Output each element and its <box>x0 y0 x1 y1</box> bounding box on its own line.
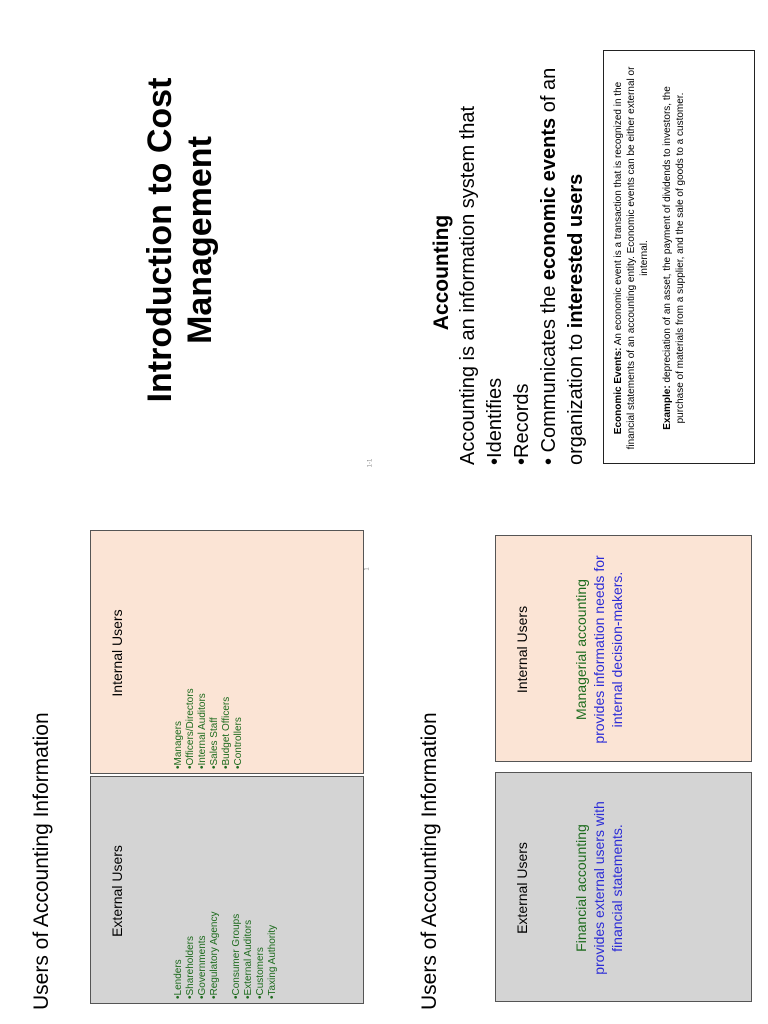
interested-users-emphasis: interested users <box>565 173 587 329</box>
list-item: • Regulatory Agency <box>209 777 221 999</box>
internal-users-box <box>90 530 364 774</box>
managerial-accounting-label: Managerial accounting <box>573 579 589 720</box>
list-item: • Customers <box>255 777 267 999</box>
financial-accounting-description <box>572 773 626 1003</box>
bullet-communicates-tail: of an <box>538 67 560 118</box>
accounting-slide <box>428 67 598 465</box>
list-item: • Lenders <box>173 777 185 999</box>
bullet-identifies-text: Identifies <box>484 377 506 458</box>
page-mark: 1-1 <box>367 458 374 468</box>
bullet-communicates-text: Communicates the <box>538 280 560 453</box>
managerial-accounting-description <box>572 536 626 763</box>
managerial-accounting-text: provides information needs for internal decision-makers. <box>591 555 625 744</box>
financial-accounting-text: provides external users with financial statements. <box>591 801 625 975</box>
list-item: • Officers/Directors <box>185 531 197 769</box>
example-label: Example: <box>662 385 673 430</box>
page-mark: 1 <box>364 567 371 571</box>
users-slide-2-heading <box>412 700 448 1010</box>
title-slide <box>128 20 238 460</box>
list-item: • Managers <box>173 531 185 769</box>
users-slide-1-heading <box>24 700 60 1010</box>
external-users-title: External Users <box>514 842 530 934</box>
bullet-records-text: Records <box>511 383 533 458</box>
example-text: depreciation of an asset, the payment of dividends to investors, the purchase of materials from a supplier, and the sale of goods to a customer. <box>662 86 686 424</box>
slide-title-line-1: Introduction to Cost <box>141 77 179 403</box>
slide-title <box>140 20 220 460</box>
financial-accounting-label: Financial accounting <box>573 824 589 952</box>
bullet-communicates <box>536 67 563 465</box>
list-item: • Taxing Authority <box>267 777 279 999</box>
list-item: • Controllers <box>233 531 245 769</box>
economic-events-label: Economic Events: <box>613 347 624 435</box>
economic-events-text: An economic event is a transaction that is recognized in the financial statements of an accounting entity. Economic events can be either external or internal. <box>613 66 650 450</box>
economic-events-example <box>661 65 687 451</box>
list-item: • Consumer Groups <box>231 777 243 999</box>
slide-title-line-2: Management <box>181 136 219 344</box>
economic-events-emphasis: economic events <box>538 117 560 281</box>
list-item: • Sales Staff <box>209 531 221 769</box>
list-item: • Governments <box>197 777 209 999</box>
internal-users-title: Internal Users <box>514 605 530 694</box>
accounting-last-line <box>563 80 590 465</box>
financial-accounting-box <box>495 772 752 1002</box>
users-slide-2-heading-text: Users of Accounting Information <box>418 712 441 1010</box>
external-users-list <box>173 777 279 1005</box>
list-item: • External Auditors <box>243 777 255 999</box>
economic-events-definition <box>612 65 651 451</box>
external-users-title: External Users <box>109 845 125 937</box>
users-slide-1-heading-text: Users of Accounting Information <box>30 712 53 1010</box>
accounting-heading: Accounting <box>430 214 453 331</box>
internal-users-title: Internal Users <box>109 609 125 697</box>
bullet-identifies <box>482 80 509 465</box>
managerial-accounting-box <box>495 535 752 762</box>
bullet-records <box>509 80 536 465</box>
list-item: • Internal Auditors <box>197 531 209 769</box>
economic-events-box <box>603 50 755 464</box>
last-line-text: organization to <box>565 328 587 465</box>
list-item: • Budget Officers <box>221 531 233 769</box>
accounting-definition: Accounting is an information system that <box>457 105 479 465</box>
internal-users-list <box>173 531 245 775</box>
external-users-box <box>90 776 364 1004</box>
list-item: • Shareholders <box>185 777 197 999</box>
